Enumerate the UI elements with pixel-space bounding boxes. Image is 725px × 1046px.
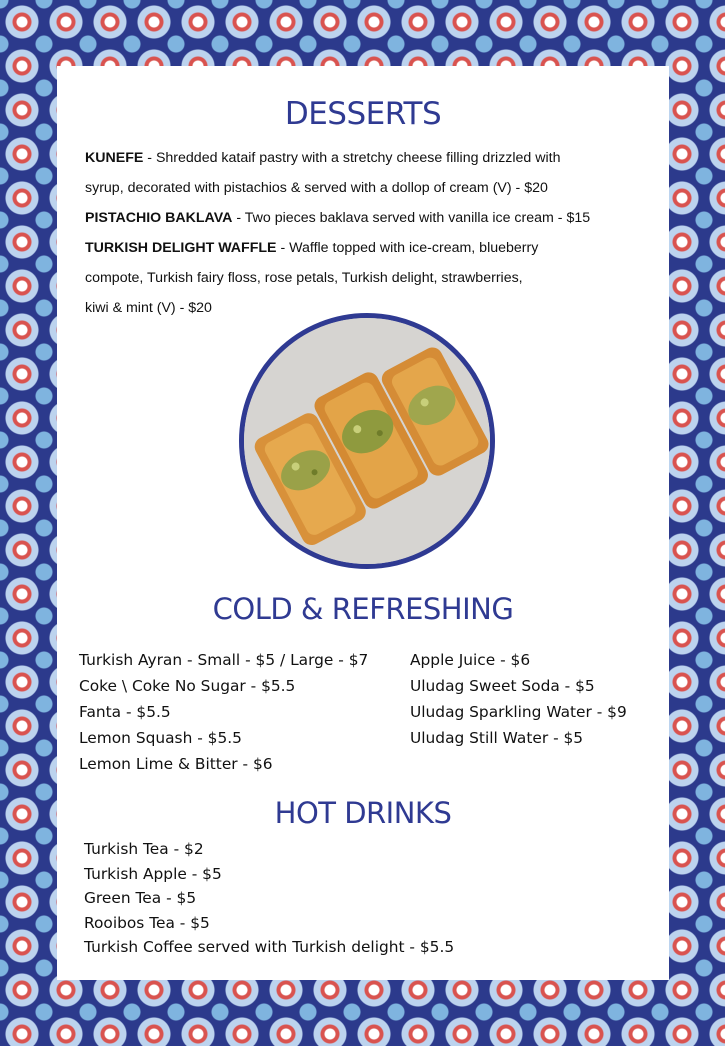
- dessert-name: KUNEFE: [85, 150, 144, 166]
- list-item: Apple Juice - $6: [410, 651, 531, 669]
- dessert-desc: - Shredded kataif pastry with a stretchy cheese filling drizzled with: [143, 150, 561, 166]
- dessert-desc-continued: syrup, decorated with pistachios & served with a dollop of cream (V) - $20: [85, 180, 548, 196]
- list-item: Turkish Tea - $2: [84, 840, 204, 858]
- baklava-photo: [239, 313, 495, 569]
- dessert-name: PISTACHIO BAKLAVA: [85, 210, 233, 226]
- dessert-desc-continued: kiwi & mint (V) - $20: [85, 300, 212, 316]
- list-item: Coke \ Coke No Sugar - $5.5: [79, 677, 296, 695]
- baklava-illustration: [244, 318, 490, 564]
- dessert-item-baklava: [85, 203, 665, 233]
- dessert-item-kunefe: [85, 143, 665, 173]
- dessert-desc: - Two pieces baklava served with vanilla ice cream - $15: [232, 210, 591, 226]
- list-item: Lemon Squash - $5.5: [79, 729, 242, 747]
- desserts-list: [85, 143, 665, 323]
- hot-drinks-heading: HOT DRINKS: [274, 796, 452, 830]
- desserts-heading: DESSERTS: [284, 96, 442, 132]
- list-item: Uludag Still Water - $5: [410, 729, 584, 747]
- dessert-desc-continued: compote, Turkish fairy floss, rose petals, Turkish delight, strawberries,: [85, 270, 523, 286]
- list-item: Rooibos Tea - $5: [84, 913, 210, 932]
- list-item: Turkish Ayran - Small - $5 / Large - $7: [79, 651, 369, 669]
- hot-drinks-list: [84, 837, 454, 960]
- dessert-name: TURKISH DELIGHT WAFFLE: [85, 240, 277, 256]
- list-item: Uludag Sweet Soda - $5: [410, 677, 595, 695]
- cold-drinks-left-list: [79, 647, 368, 777]
- dessert-item-waffle: [85, 233, 665, 263]
- list-item: Turkish Apple - $5: [84, 864, 222, 883]
- list-item: Turkish Coffee served with Turkish delight - $5.5: [84, 938, 455, 956]
- list-item: Fanta - $5.5: [79, 703, 171, 721]
- list-item: Lemon Lime & Bitter - $6: [79, 755, 273, 773]
- list-item: Green Tea - $5: [84, 889, 197, 907]
- list-item: Uludag Sparkling Water - $9: [410, 703, 627, 721]
- menu-panel: [57, 66, 669, 980]
- cold-drinks-right-list: [410, 647, 627, 751]
- dessert-desc: - Waffle topped with ice-cream, blueberry: [276, 240, 539, 256]
- cold-drinks-heading: COLD & REFRESHING: [212, 592, 514, 626]
